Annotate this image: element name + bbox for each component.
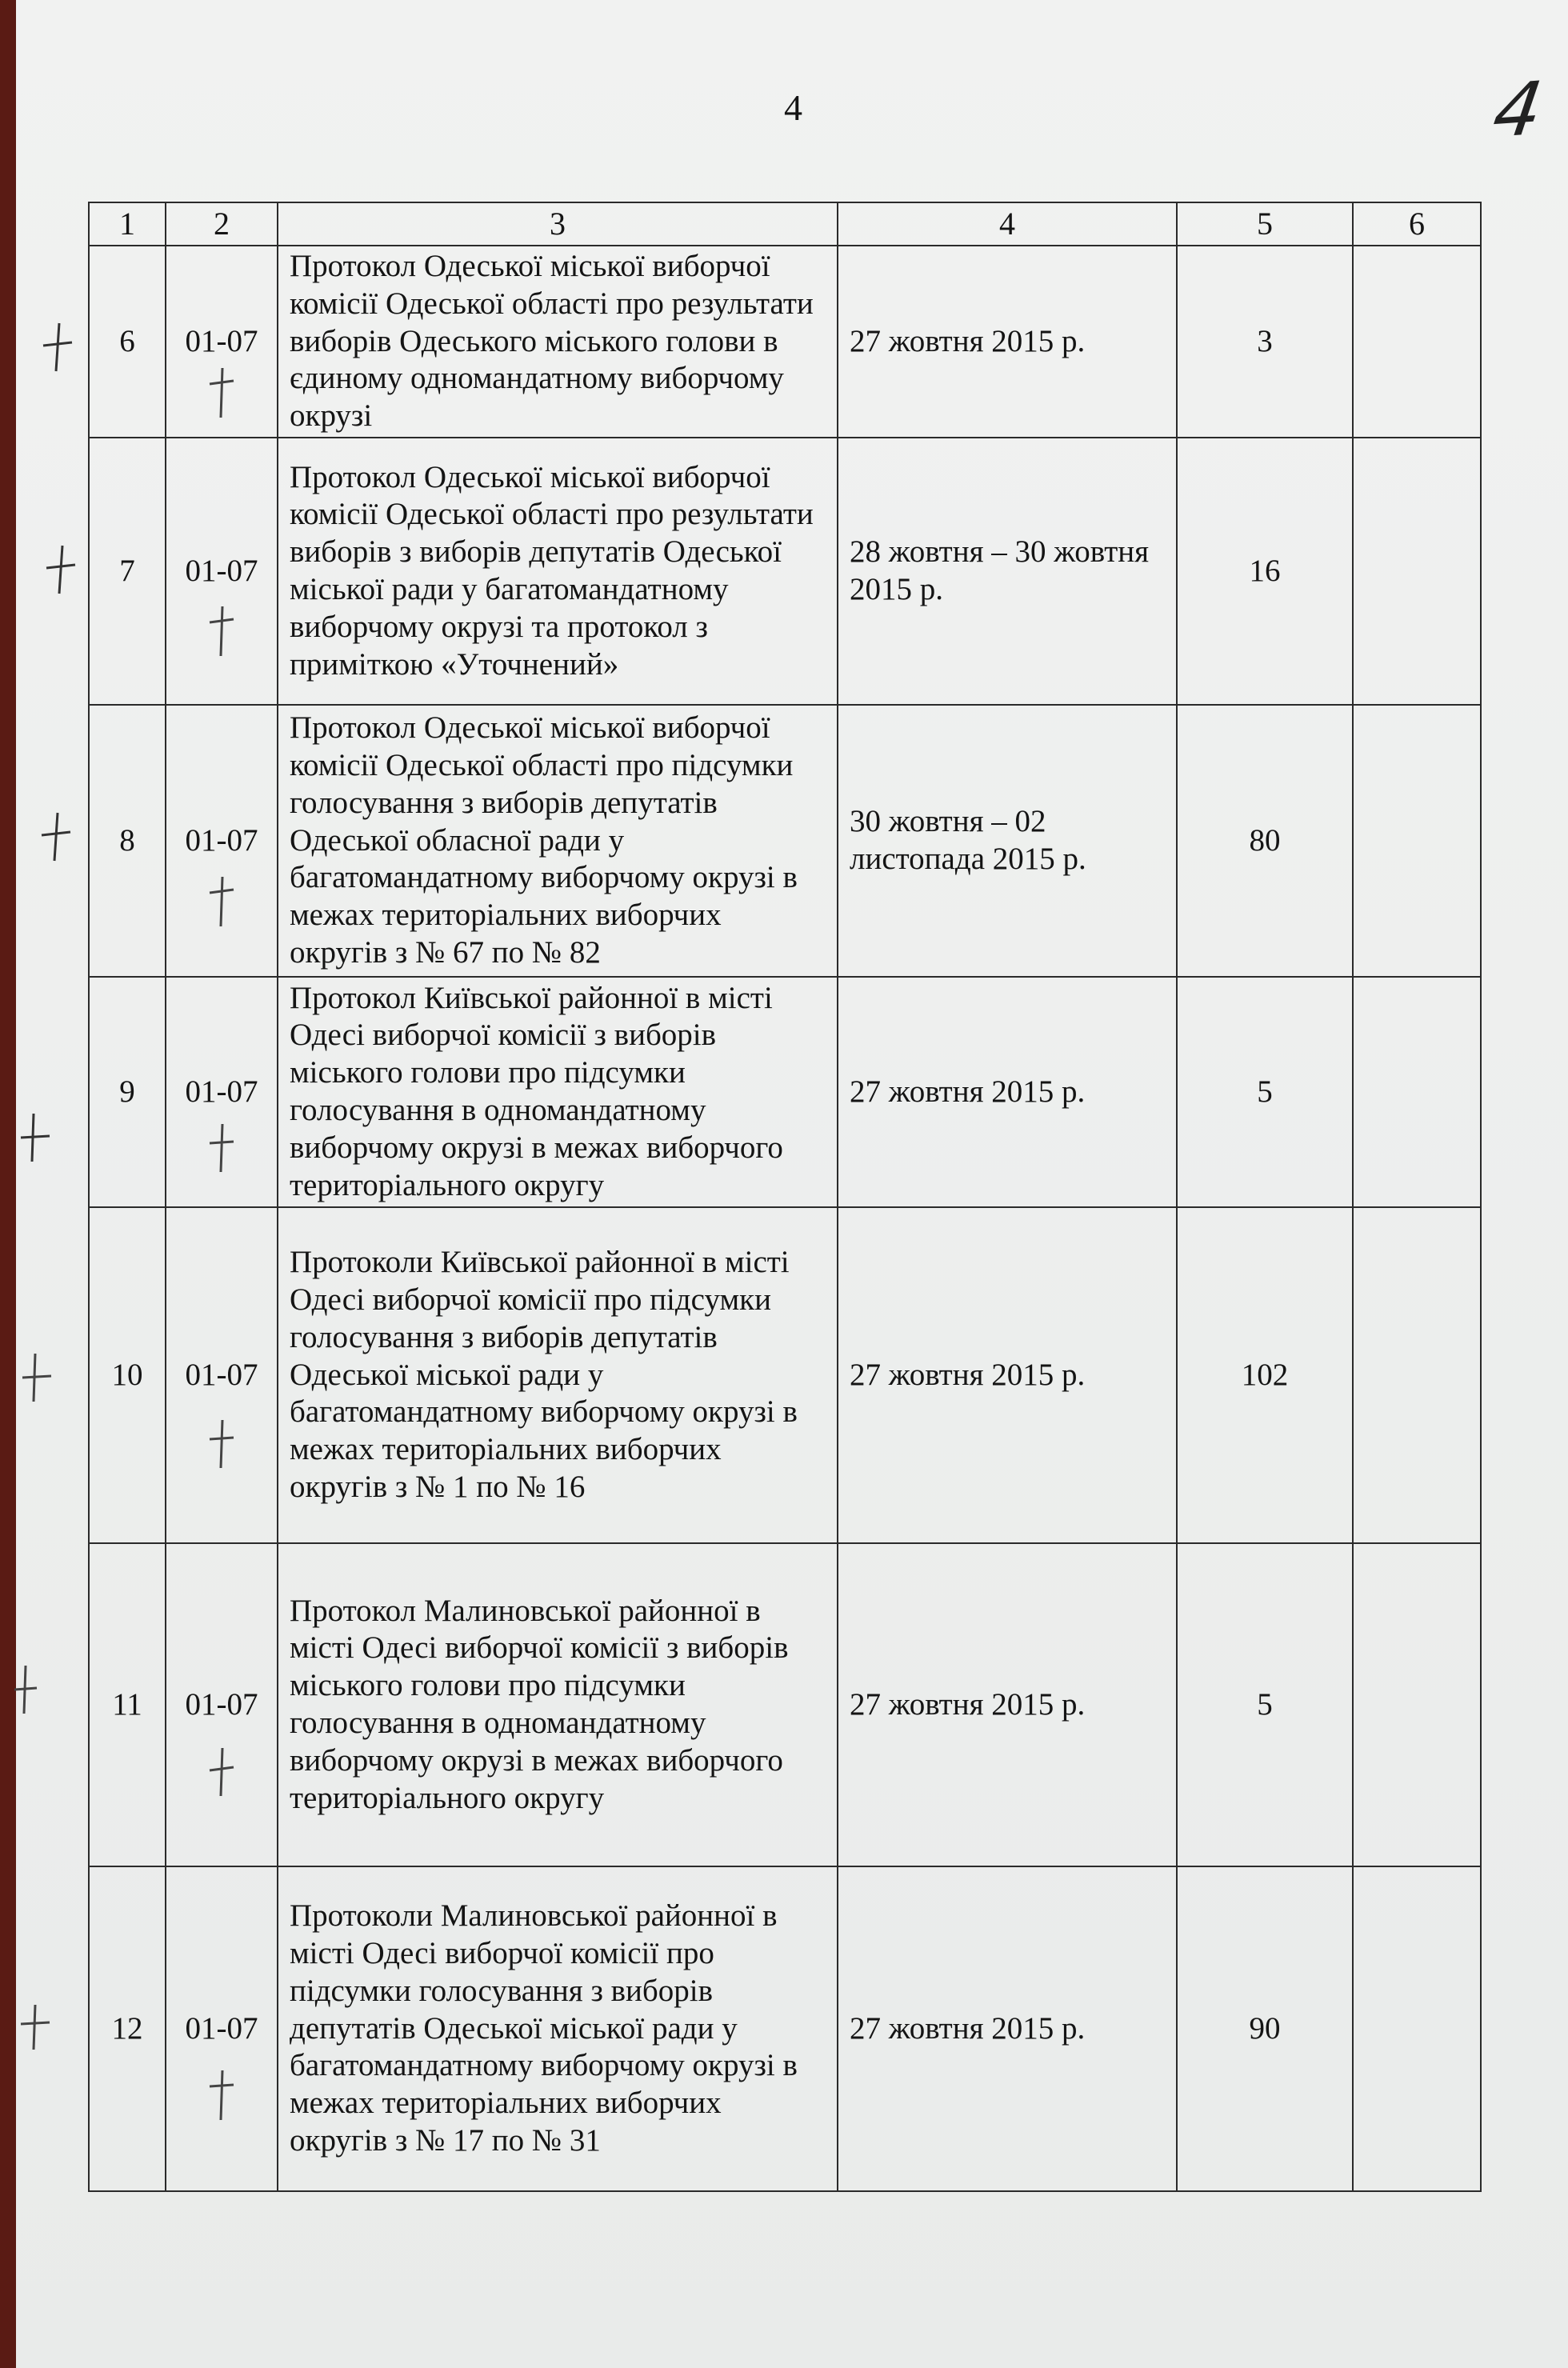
margin-check-mark <box>13 1661 45 1717</box>
row-code-cell <box>166 705 278 977</box>
row-description: Протокол Київської районної в місті Одесі виборчої комісії з виборів міського голови про підсумки голосування в одномандатному виборчому окрузі в межах виборчого територіального округу <box>278 977 838 1207</box>
row-description: Протоколи Київської районної в місті Одесі виборчої комісії про підсумки голосування з виборів депутатів Одеської міської ради у багатомандатному виборчому окрузі в межах територіальних виборчих округів з № 1 по № 16 <box>278 1207 838 1543</box>
header-cell: 3 <box>278 202 838 246</box>
check-mark-icon <box>208 1743 235 1799</box>
header-cell: 5 <box>1177 202 1353 246</box>
row-extra <box>1353 1543 1481 1866</box>
header-cell: 2 <box>166 202 278 246</box>
row-extra <box>1353 1866 1481 2191</box>
row-pages: 3 <box>1177 246 1353 438</box>
table-row <box>89 977 1481 1207</box>
row-code-cell <box>166 246 278 438</box>
row-number: 12 <box>89 1866 166 2191</box>
row-pages: 102 <box>1177 1207 1353 1543</box>
table-row <box>89 705 1481 977</box>
row-number: 6 <box>89 246 166 438</box>
check-mark-icon <box>208 365 235 421</box>
row-date: 27 жовтня 2015 р. <box>838 246 1177 438</box>
row-pages: 5 <box>1177 1543 1353 1866</box>
row-code: 01-07 <box>185 822 258 858</box>
row-pages: 80 <box>1177 705 1353 977</box>
check-mark-icon <box>208 603 235 659</box>
row-number: 11 <box>89 1543 166 1866</box>
margin-check-mark <box>19 1109 51 1165</box>
check-mark-icon <box>208 874 235 930</box>
check-mark-icon <box>208 1119 235 1175</box>
check-mark-icon <box>208 2067 235 2123</box>
row-date: 28 жовтня – 30 жовтня 2015 р. <box>838 438 1177 705</box>
table-row <box>89 246 1481 438</box>
header-cell: 1 <box>89 202 166 246</box>
row-code-cell <box>166 977 278 1207</box>
document-page <box>16 0 1568 2368</box>
row-pages: 90 <box>1177 1866 1353 2191</box>
row-code-cell <box>166 1543 278 1866</box>
row-number: 9 <box>89 977 166 1207</box>
row-code: 01-07 <box>185 2010 258 2046</box>
row-description: Протокол Малиновської районної в місті Одесі виборчої комісії з виборів міського голови про підсумки голосування в одномандатному виборчому окрузі в межах виборчого територіального округу <box>278 1543 838 1866</box>
page-number: 4 <box>784 87 802 128</box>
row-code: 01-07 <box>185 553 258 588</box>
row-description: Протокол Одеської міської виборчої комісії Одеської області про результати виборів Одеського міського голови в єдиному одномандатному виборчому окрузі <box>278 246 838 438</box>
row-code-cell <box>166 1207 278 1543</box>
row-code-cell <box>166 438 278 705</box>
row-number: 7 <box>89 438 166 705</box>
row-date: 27 жовтня 2015 р. <box>838 1207 1177 1543</box>
check-mark-icon <box>208 1415 235 1471</box>
row-date: 30 жовтня – 02 листопада 2015 р. <box>838 705 1177 977</box>
header-cell: 6 <box>1353 202 1481 246</box>
row-extra <box>1353 1207 1481 1543</box>
row-description: Протокол Одеської міської виборчої комісії Одеської області про підсумки голосування з виборів депутатів Одеської обласної ради у багатомандатному виборчому окрузі в межах територіальних виборчих округів з № 67 по № 82 <box>278 705 838 977</box>
row-date: 27 жовтня 2015 р. <box>838 1543 1177 1866</box>
table-row <box>89 1543 1481 1866</box>
margin-check-mark <box>42 318 74 374</box>
row-description: Протокол Одеської міської виборчої комісії Одеської області про результати виборів з виборів депутатів Одеської міської ради у багатомандатному виборчому окрузі та протокол з приміткою «Уточнений» <box>278 438 838 705</box>
handwritten-page-number: 4 <box>1488 66 1548 154</box>
row-description: Протоколи Малиновської районної в місті Одесі виборчої комісії про підсумки голосування з виборів депутатів Одеської міської ради у багатомандатному виборчому окрузі в межах територіальних виборчих округів з № 17 по № 31 <box>278 1866 838 2191</box>
row-extra <box>1353 438 1481 705</box>
row-extra <box>1353 977 1481 1207</box>
row-date: 27 жовтня 2015 р. <box>838 977 1177 1207</box>
row-extra <box>1353 246 1481 438</box>
header-cell: 4 <box>838 202 1177 246</box>
row-number: 10 <box>89 1207 166 1543</box>
row-code-cell <box>166 1866 278 2191</box>
row-pages: 16 <box>1177 438 1353 705</box>
records-table <box>88 202 1482 2192</box>
row-date: 27 жовтня 2015 р. <box>838 1866 1177 2191</box>
row-code: 01-07 <box>185 1357 258 1392</box>
table-row <box>89 1866 1481 2191</box>
row-code: 01-07 <box>185 323 258 358</box>
row-extra <box>1353 705 1481 977</box>
margin-check-mark <box>40 808 72 864</box>
margin-check-mark <box>45 541 77 597</box>
table-row <box>89 1207 1481 1543</box>
margin-check-mark <box>21 1349 53 1405</box>
row-pages: 5 <box>1177 977 1353 1207</box>
table-row <box>89 438 1481 705</box>
row-number: 8 <box>89 705 166 977</box>
table-header-row <box>89 202 1481 246</box>
row-code: 01-07 <box>185 1074 258 1109</box>
row-code: 01-07 <box>185 1686 258 1722</box>
margin-check-mark <box>19 1997 51 2053</box>
